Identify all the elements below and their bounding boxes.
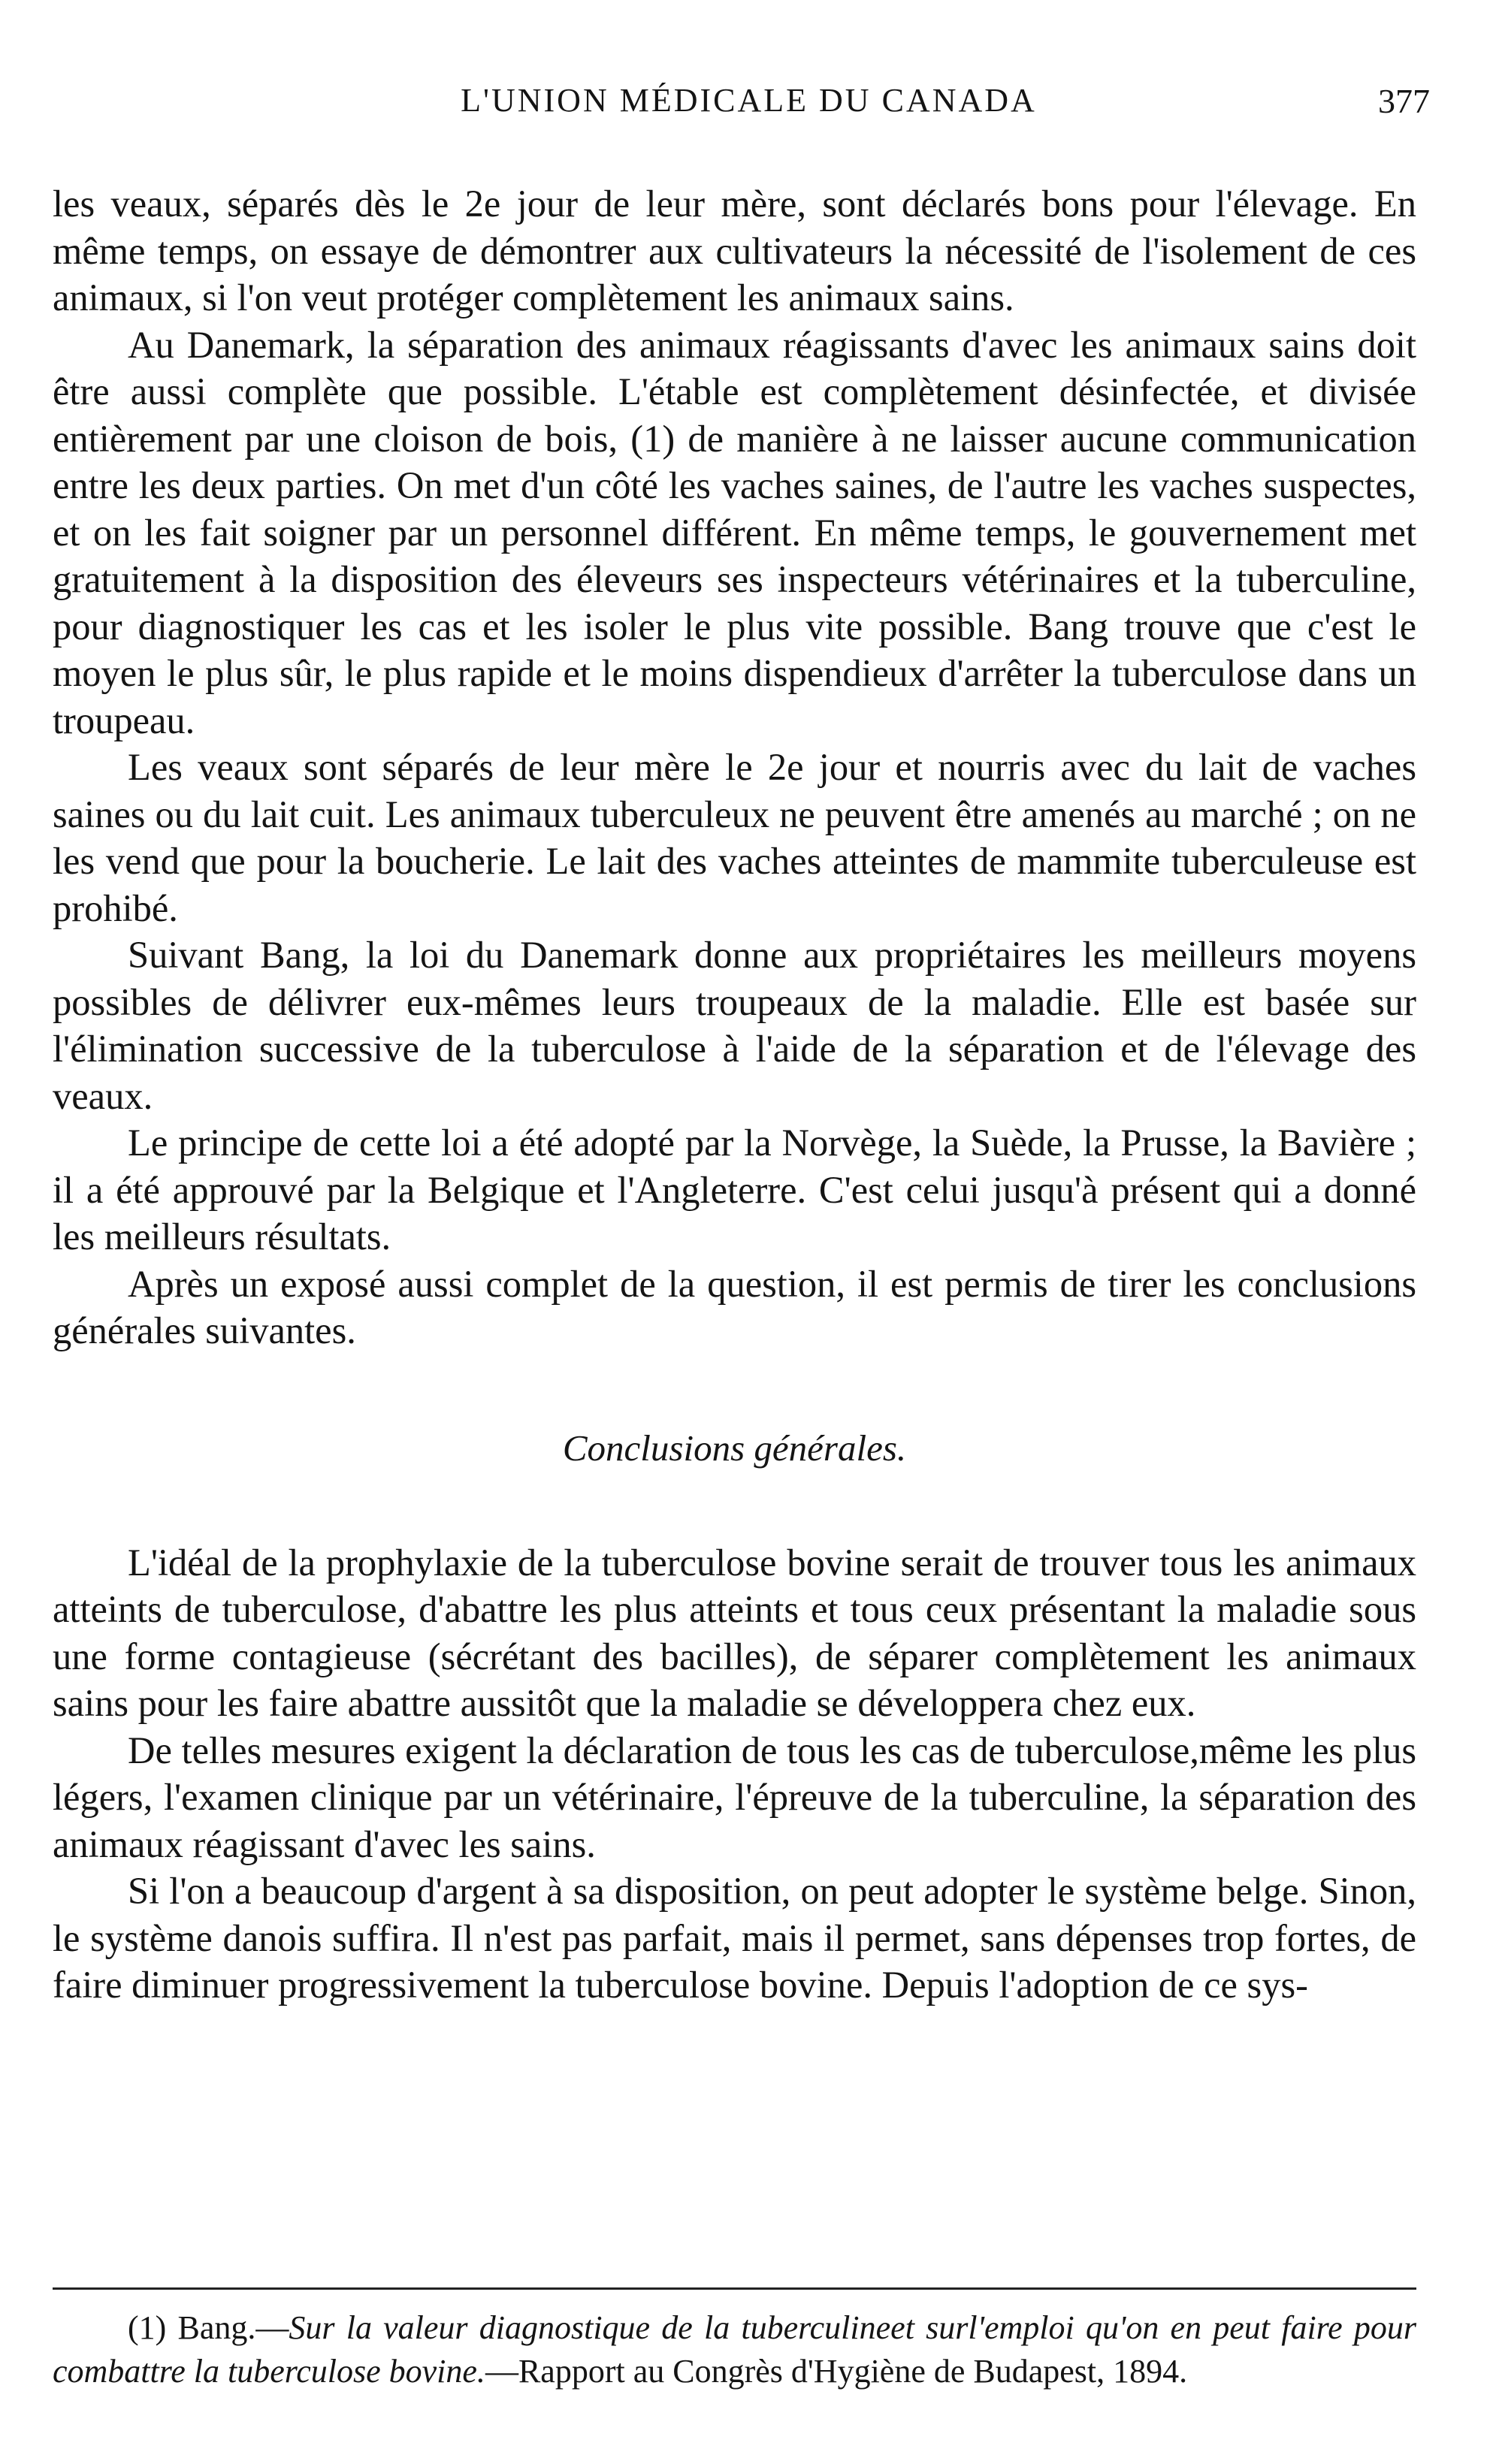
paragraph-7: L'idéal de la prophylaxie de la tuberculose bovine serait de trouver tous les animaux atteints de tuberculose, d'abattre les plus atteints et tous ceux présentant la maladie sous une forme contagieuse (sécrétant des bacilles), de séparer complètement les animaux sains pour les faire abattre aussitôt que la maladie se développera chez eux.: [53, 1541, 1416, 1724]
footnote: [53, 2306, 1416, 2393]
page-header: [53, 81, 1445, 126]
paragraph-5: Le principe de cette loi a été adopté par la Norvège, la Suède, la Prusse, la Bavière ; il a été approuvé par la Belgique et l'Angleterre. C'est celui jusqu'à présent qui a donné les meilleurs résultats.: [53, 1122, 1416, 1258]
paragraph-6: Après un exposé aussi complet de la question, il est permis de tirer les conclusions générales suivantes.: [53, 1262, 1416, 1351]
footnote-source: —Rapport au Congrès d'Hygiène de Budapest, 1894.: [485, 2353, 1188, 2390]
paragraph-3: Les veaux sont séparés de leur mère le 2e jour et nourris avec du lait de vaches saines ou du lait cuit. Les animaux tuberculeux ne peuvent être amenés au marché ; on ne les vend que pour la boucherie. Le lait des vaches atteintes de mammite tuberculeuse est prohibé.: [53, 746, 1416, 929]
paragraph-2-part-a: Au Danemark, la séparation des animaux réagissants d'avec les animaux sains doit être aussi complète que possible. L'étable est complètement désinfectée, et divisée entièrement par une cloison de bois,: [53, 323, 1416, 460]
footnote-divider: [53, 2287, 1416, 2290]
body-text: [53, 180, 1416, 2009]
paragraph-4: Suivant Bang, la loi du Danemark donne aux propriétaires les meilleurs moyens possibles de délivrer eux-mêmes leurs troupeaux de la maladie. Elle est basée sur l'élimination successive de la tuberculose à l'aide de la séparation et de l'élevage des veaux.: [53, 934, 1416, 1117]
footnote-marker: (1): [128, 2309, 167, 2346]
paragraph-2: [53, 322, 1416, 744]
footnote-reference: (1): [630, 417, 675, 460]
paragraph-2-part-b: de manière à ne laisser aucune communication entre les deux parties. On met d'un côté les vaches saines, de l'autre les vaches suspectes, et on les fait soigner par un personnel différent. En même temps, le gouvernement met gratuitement à la disposition des éleveurs ses inspecteurs vétérinaires et la tuberculine, pour diagnostiquer les cas et les isoler le plus vite possible. Bang trouve que c'est le moyen le plus sûr, le plus rapide et le moins dispendieux d'arrêter la tuberculose dans un troupeau.: [53, 417, 1417, 741]
running-title: L'UNION MÉDICALE DU CANADA: [461, 82, 1037, 119]
footnote-title: Sur la valeur diagnostique de la tuberculineet surl'emploi qu'on en peut faire pour combattre la tuberculose bovine.: [53, 2309, 1417, 2390]
paragraph-9: Si l'on a beaucoup d'argent à sa disposition, on peut adopter le système belge. Sinon, le système danois suffira. Il n'est pas parfait, mais il permet, sans dépenses trop fortes, de faire diminuer progressivement la tuberculose bovine. Depuis l'adoption de ce sys-: [53, 1870, 1416, 2006]
section-heading: Conclusions générales.: [562, 1427, 907, 1469]
footnote-author: Bang.—: [177, 2309, 289, 2346]
paragraph-8: De telles mesures exigent la déclaration de tous les cas de tuberculose,même les plus légers, l'examen clinique par un vétérinaire, l'épreuve de la tuberculine, la séparation des animaux réagissant d'avec les sains.: [53, 1729, 1416, 1865]
page-number: 377: [1378, 82, 1430, 120]
paragraph-1: les veaux, séparés dès le 2e jour de leur mère, sont déclarés bons pour l'élevage. En même temps, on essaye de démontrer aux cultivateurs la nécessité de l'isolement de ces animaux, si l'on veut protéger complètement les animaux sains.: [53, 183, 1416, 319]
